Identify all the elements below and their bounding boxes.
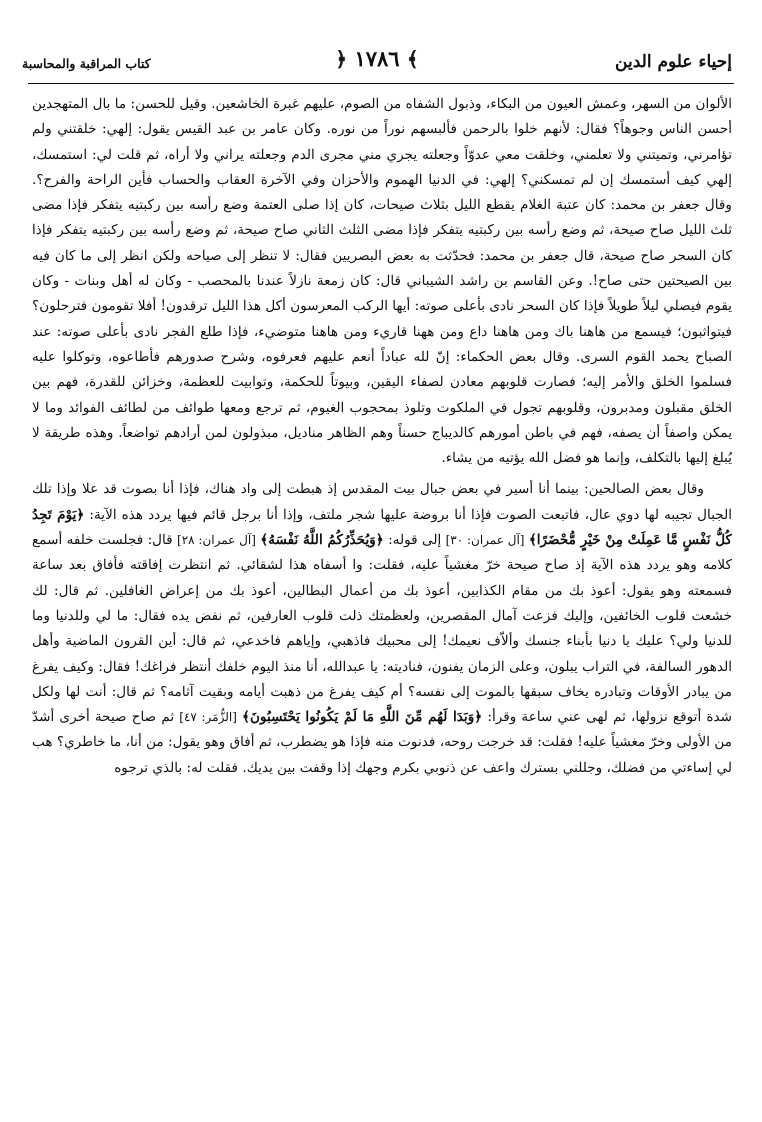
sentence: الألوان من السهر، وعمش العيون من البكاء، وذبول الشفاه من الصوم، عليهم غبرة الخاشعين. وقيل للحسن: ما بال المتهجدين أحسن الناس وجوهاً؟ فقال: لأنهم خلوا بالرحمن فألبسهم نوراً من نوره. [32,96,732,138]
narrative-text: ثم صاح صيحة أخرى أشدّ من الأولى وخرّ مغشياً عليه! فقلت: قد خرجت روحه، فدنوت منه فإذا هو يضطرب، ثم أفاق وهو يقول: من أنا، ما خاطري؟ هب لي إساءتي من فضلك، وجللني بسترك واعف عن ذنوبي بكرم وجهك إذا وقفت بين يديك. فقلت له: بالذي ترجوه [32,709,732,776]
narrative-text: وقال بعض الصالحين: بينما أنا أسير في بعض جبال بيت المقدس إذ هبطت إلى واد هناك، فإذا أنا بصوت قد علا وإذا تلك الجبال تجيبه لها دوي عال، فاتبعت الصوت فإذا أنا بروضة عليها شجر ملتف، وإذا أنا برجل قائم فيها يردد هذه الآية: [32,481,732,523]
sentence: وكان عامر بن عبد القيس يقول: إلهي: خلقتني ولم تؤامرني، وتميتني ولا تعلمني، وخلقت معي عدوّاً وجعلته يجري مني مجرى الدم وجعلته يراني ولا أراه، ثم قلت لي: استمسك، إلهي كيف أستمسك إن لم تمسكني؟ إلهي: في الدنيا الهموم والأحزان وفي الآخرة العقاب والحساب فأين الراحة والفرح؟. [32,121,732,188]
sentence: وقال بعض الحكماء: إنّ لله عباداً أنعم عليهم فعرفوه، وشرح صدورهم فأطاعوه، وتوكلوا عليه فسلموا الخلق والأمر إليه؛ فصارت قلوبهم معادن لصفاء اليقين، وبيوتاً للحكمة، وتوابيت للعظمة، وخزائن للقدرة، فهم بين الخلق مقبلون ومدبرون، وقلوبهم تجول في الملكوت وتلوذ بمحجوب الغيوم، ثم ترجع ومعها طوائف من لطائف الفوائد وما لا يمكن واصفاً أن يصفه، فهم في باطن أمورهم كالديباج حسناً وهم الظاهر مناديل، مبذولون لمن أرادهم تواضعاً. وهذه طريقة لا يُبلغ إليها بالتكلف، وإنما هو فضل الله يؤتيه من يشاء. [32,348,732,467]
verse-reference: [آل عمران: ٢٨] [177,533,256,548]
narrative-text: إلى قوله: [388,532,442,549]
running-header [22,46,732,82]
paragraph-one [32,92,732,471]
ornament-left-icon: ﴿ [335,47,348,71]
quran-verse: ﴿وَبَدَا لَهُم مِّنَ اللَّهِ مَا لَمْ يَكُونُوا يَحْتَسِبُونَ﴾ [242,709,483,726]
book-title: إحياء علوم الدين [615,52,732,72]
main-text [32,92,732,1114]
ornament-right-icon: ﴾ [406,47,419,71]
sentence: وقال جعفر بن محمد: كان عتبة الغلام يقطع الليل بثلاث صيحات، كان إذا صلى العتمة وضع رأسه بين ركبتيه يتفكر فإذا مضى ثلث الليل صاح صيحة، ثم وضع رأسه بين ركبتيه يتفكر فإذا مضى الثلث الثاني صاح صيحة، ثم وضع رأسه بين ركبتيه يتفكر فإذا كان السحر صاح صيحة، قال جعفر بن محمد: فحدّثت به بعض البصريين فقال: لا تنظر إلى صياحه ولكن انظر إلى ما كان فيه بين الصيحتين حتى صاح!. [32,197,732,290]
header-divider [28,83,734,84]
chapter-title: كتاب المراقبة والمحاسبة [22,56,151,71]
narrative-text: قال: فجلست خلفه أسمع كلامه وهو يردد هذه الآية إذ صاح صيحة خرّ مغشياً عليه، فقلت: وا أسفاه هذا لشقائي. ثم انتظرت إفاقته فأفاق بعد ساعة فسمعته وهو يقول: أعوذ بك من مقام الكذابين، أعوذ بك من أعمال البطالين، أعوذ بك من إعراض الغافلين. ثم قال: لك خشعت قلوب الخائفين، وإليك فزعت آمال المقصرين، ولعظمتك ذلت قلوب العارفين، ثم نفض يده فقال: ما لي وللدنيا وما للدنيا ولي؟ عليك يا دنيا بأبناء جنسك وألاّف نعيمك! إلى محبيك فاذهبي، وإياهم فاخدعي، ثم قال: أين القرون الماضية وأهل الدهور السالفة، في التراب يبلون، وعلى الزمان يفنون، فناديته: يا عبدالله، أنا منذ اليوم خلفك أنتظر فراغك! فقال: وكيف يفرغ من يبادر الأوقات وتبادره يخاف سبقها بالموت إلى نفسه؟ أم كيف يفرغ من ذهبت أيامه وبقيت آثامه؟ ثم قال: أنت لها ولكل شدة أتوقع نزولها، ثم لهى عني ساعة وقرأ: [32,532,732,726]
verse-reference: [الزُّمَر: ٤٧] [179,710,237,725]
sentence: وعن القاسم بن راشد الشيباني قال: كان زمعة نازلاً عندنا بالمحصب - وكان له أهل وبنات - وكان يقوم فيصلي ليلاً طويلاً فإذا كان السحر نادى بأعلى صوته: أيها الركب المعرسون أكل هذا الليل ترقدون! أفلا تقومون فترحلون؟ فيتواثبون؛ فيسمع من هاهنا باك ومن هاهنا داع ومن ههنا قاريء ومن هاهنا متوضيء، فإذا طلع الفجر نادى بأعلى صوته: عند الصباح يحمد القوم السرى. [32,273,732,365]
paragraph-two [32,477,732,781]
quran-verse: ﴿وَيُحَذِّرُكُمُ اللَّهُ نَفْسَهُ﴾ [260,532,384,549]
verse-reference: [آل عمران: ٣٠] [445,533,525,548]
page-number: ١٧٨٦ [354,46,400,71]
quran-verse: ﴿يَوْمَ تَجِدُ كُلُّ نَفْسٍ مَّا عَمِلَتْ مِنْ خَيْرٍ مُّحْضَرًا﴾ [32,506,732,549]
